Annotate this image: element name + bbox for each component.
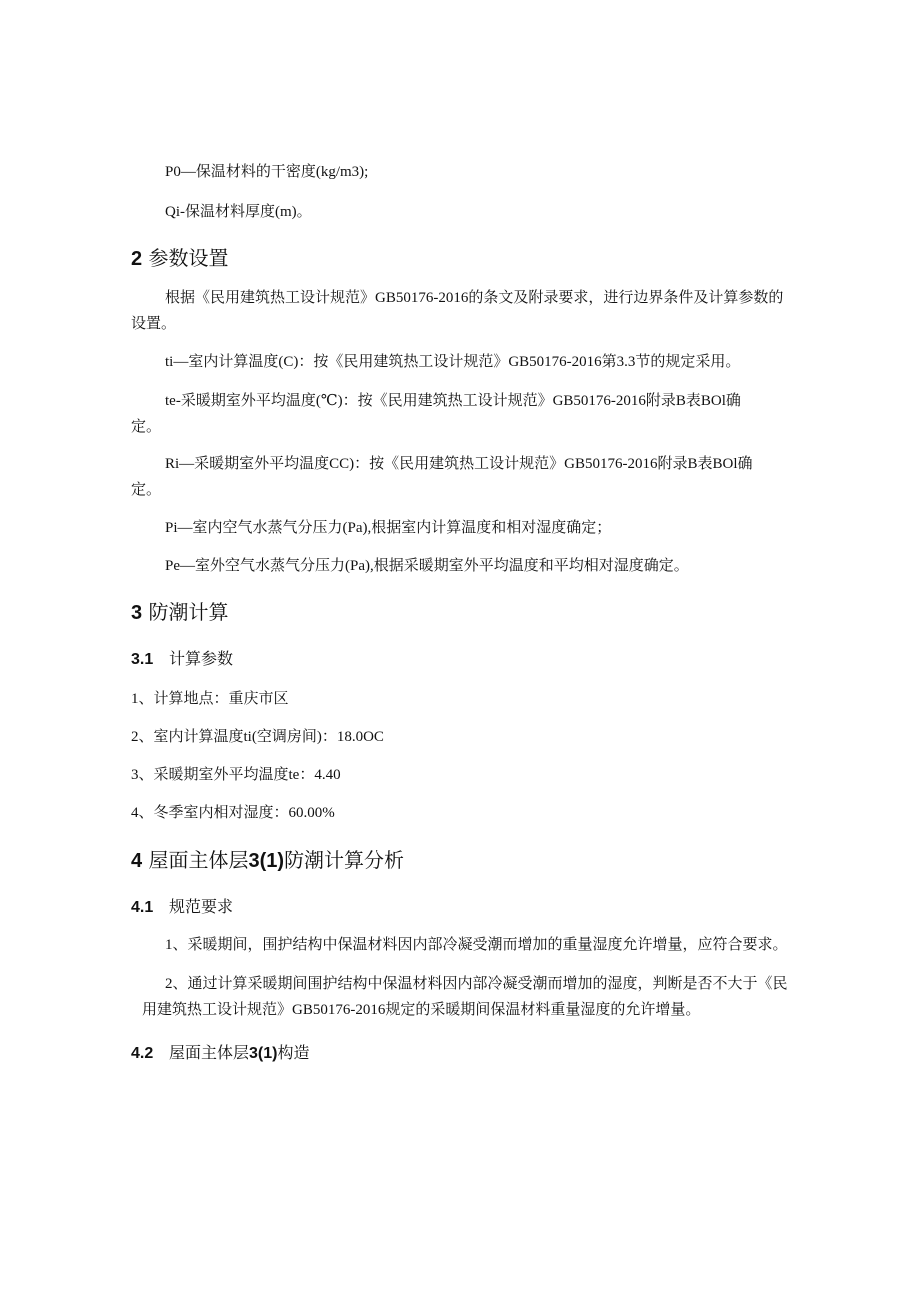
section-4-heading — [131, 848, 404, 873]
section-4-1-heading — [131, 897, 233, 918]
calc-param-item: 4、冬季室内相对湿度：60.00% — [131, 805, 335, 821]
section-4-2-title-bold: 3(1) — [249, 1045, 278, 1062]
calc-param-item: 3、采暖期室外平均温度te：4.40 — [131, 767, 341, 783]
section-4-1-title: 规范要求 — [169, 897, 234, 916]
section-2-heading — [131, 246, 228, 271]
definition-qi: Qi-保温材料厚度(m)。 — [165, 204, 312, 220]
section-2-intro-line2: 设置。 — [131, 316, 177, 332]
section-4-title-bold: 3(1) — [248, 850, 285, 872]
requirement-2-line2: 用建筑热工设计规范》GB50176-2016规定的采暖期间保温材料重量湿度的允许增量。 — [142, 1002, 701, 1018]
section-3-1-number: 3.1 — [131, 651, 154, 668]
section-4-1-number: 4.1 — [131, 899, 154, 916]
section-3-1-heading — [131, 649, 233, 670]
param-pe: Pe—室外空气水蒸气分压力(Pa),根据采暖期室外平均温度和平均相对湿度确定。 — [165, 558, 689, 574]
param-te-line1: te-采暖期室外平均温度(℃)：按《民用建筑热工设计规范》GB50176-2016附录B表BOl确 — [165, 393, 741, 409]
section-3-1-title: 计算参数 — [169, 649, 234, 668]
param-ti: ti—室内计算温度(C)：按《民用建筑热工设计规范》GB50176-2016第3.3节的规定采用。 — [165, 354, 741, 370]
section-4-2-title-pre: 屋面主体层 — [169, 1043, 250, 1062]
section-2-intro-line1: 根据《民用建筑热工设计规范》GB50176-2016的条文及附录要求，进行边界条件及计算参数的 — [165, 290, 784, 306]
section-4-number: 4 — [131, 850, 143, 872]
requirement-2-line1: 2、通过计算采暖期间围护结构中保温材料因内部冷凝受潮而增加的湿度，判断是否不大于《民 — [165, 976, 788, 992]
section-3-heading — [131, 600, 228, 625]
calc-param-item: 1、计算地点：重庆市区 — [131, 691, 289, 707]
section-2-title: 参数设置 — [148, 246, 229, 270]
section-4-2-number: 4.2 — [131, 1045, 154, 1062]
section-4-2-heading — [131, 1043, 309, 1064]
definition-p0: P0—保温材料的干密度(kg/m3); — [165, 164, 369, 180]
section-3-number: 3 — [131, 602, 143, 624]
section-4-title-pre: 屋面主体层 — [148, 848, 249, 872]
section-4-title-post: 防潮计算分析 — [284, 848, 405, 872]
param-ri-line1: Ri—采暖期室外平均温度CC)：按《民用建筑热工设计规范》GB50176-2016附录B表BOl确 — [165, 456, 753, 472]
section-4-2-title-post: 构造 — [277, 1043, 310, 1062]
calc-param-item: 2、室内计算温度ti(空调房间)：18.0OC — [131, 729, 384, 745]
requirement-1: 1、采暖期间，围护结构中保温材料因内部冷凝受潮而增加的重量湿度允许增量，应符合要求。 — [165, 937, 788, 953]
param-pi: Pi—室内空气水蒸气分压力(Pa),根据室内计算温度和相对湿度确定； — [165, 520, 612, 536]
section-2-number: 2 — [131, 248, 143, 270]
section-3-title: 防潮计算 — [148, 600, 229, 624]
param-ri-line2: 定。 — [131, 482, 162, 498]
param-te-line2: 定。 — [131, 419, 162, 435]
